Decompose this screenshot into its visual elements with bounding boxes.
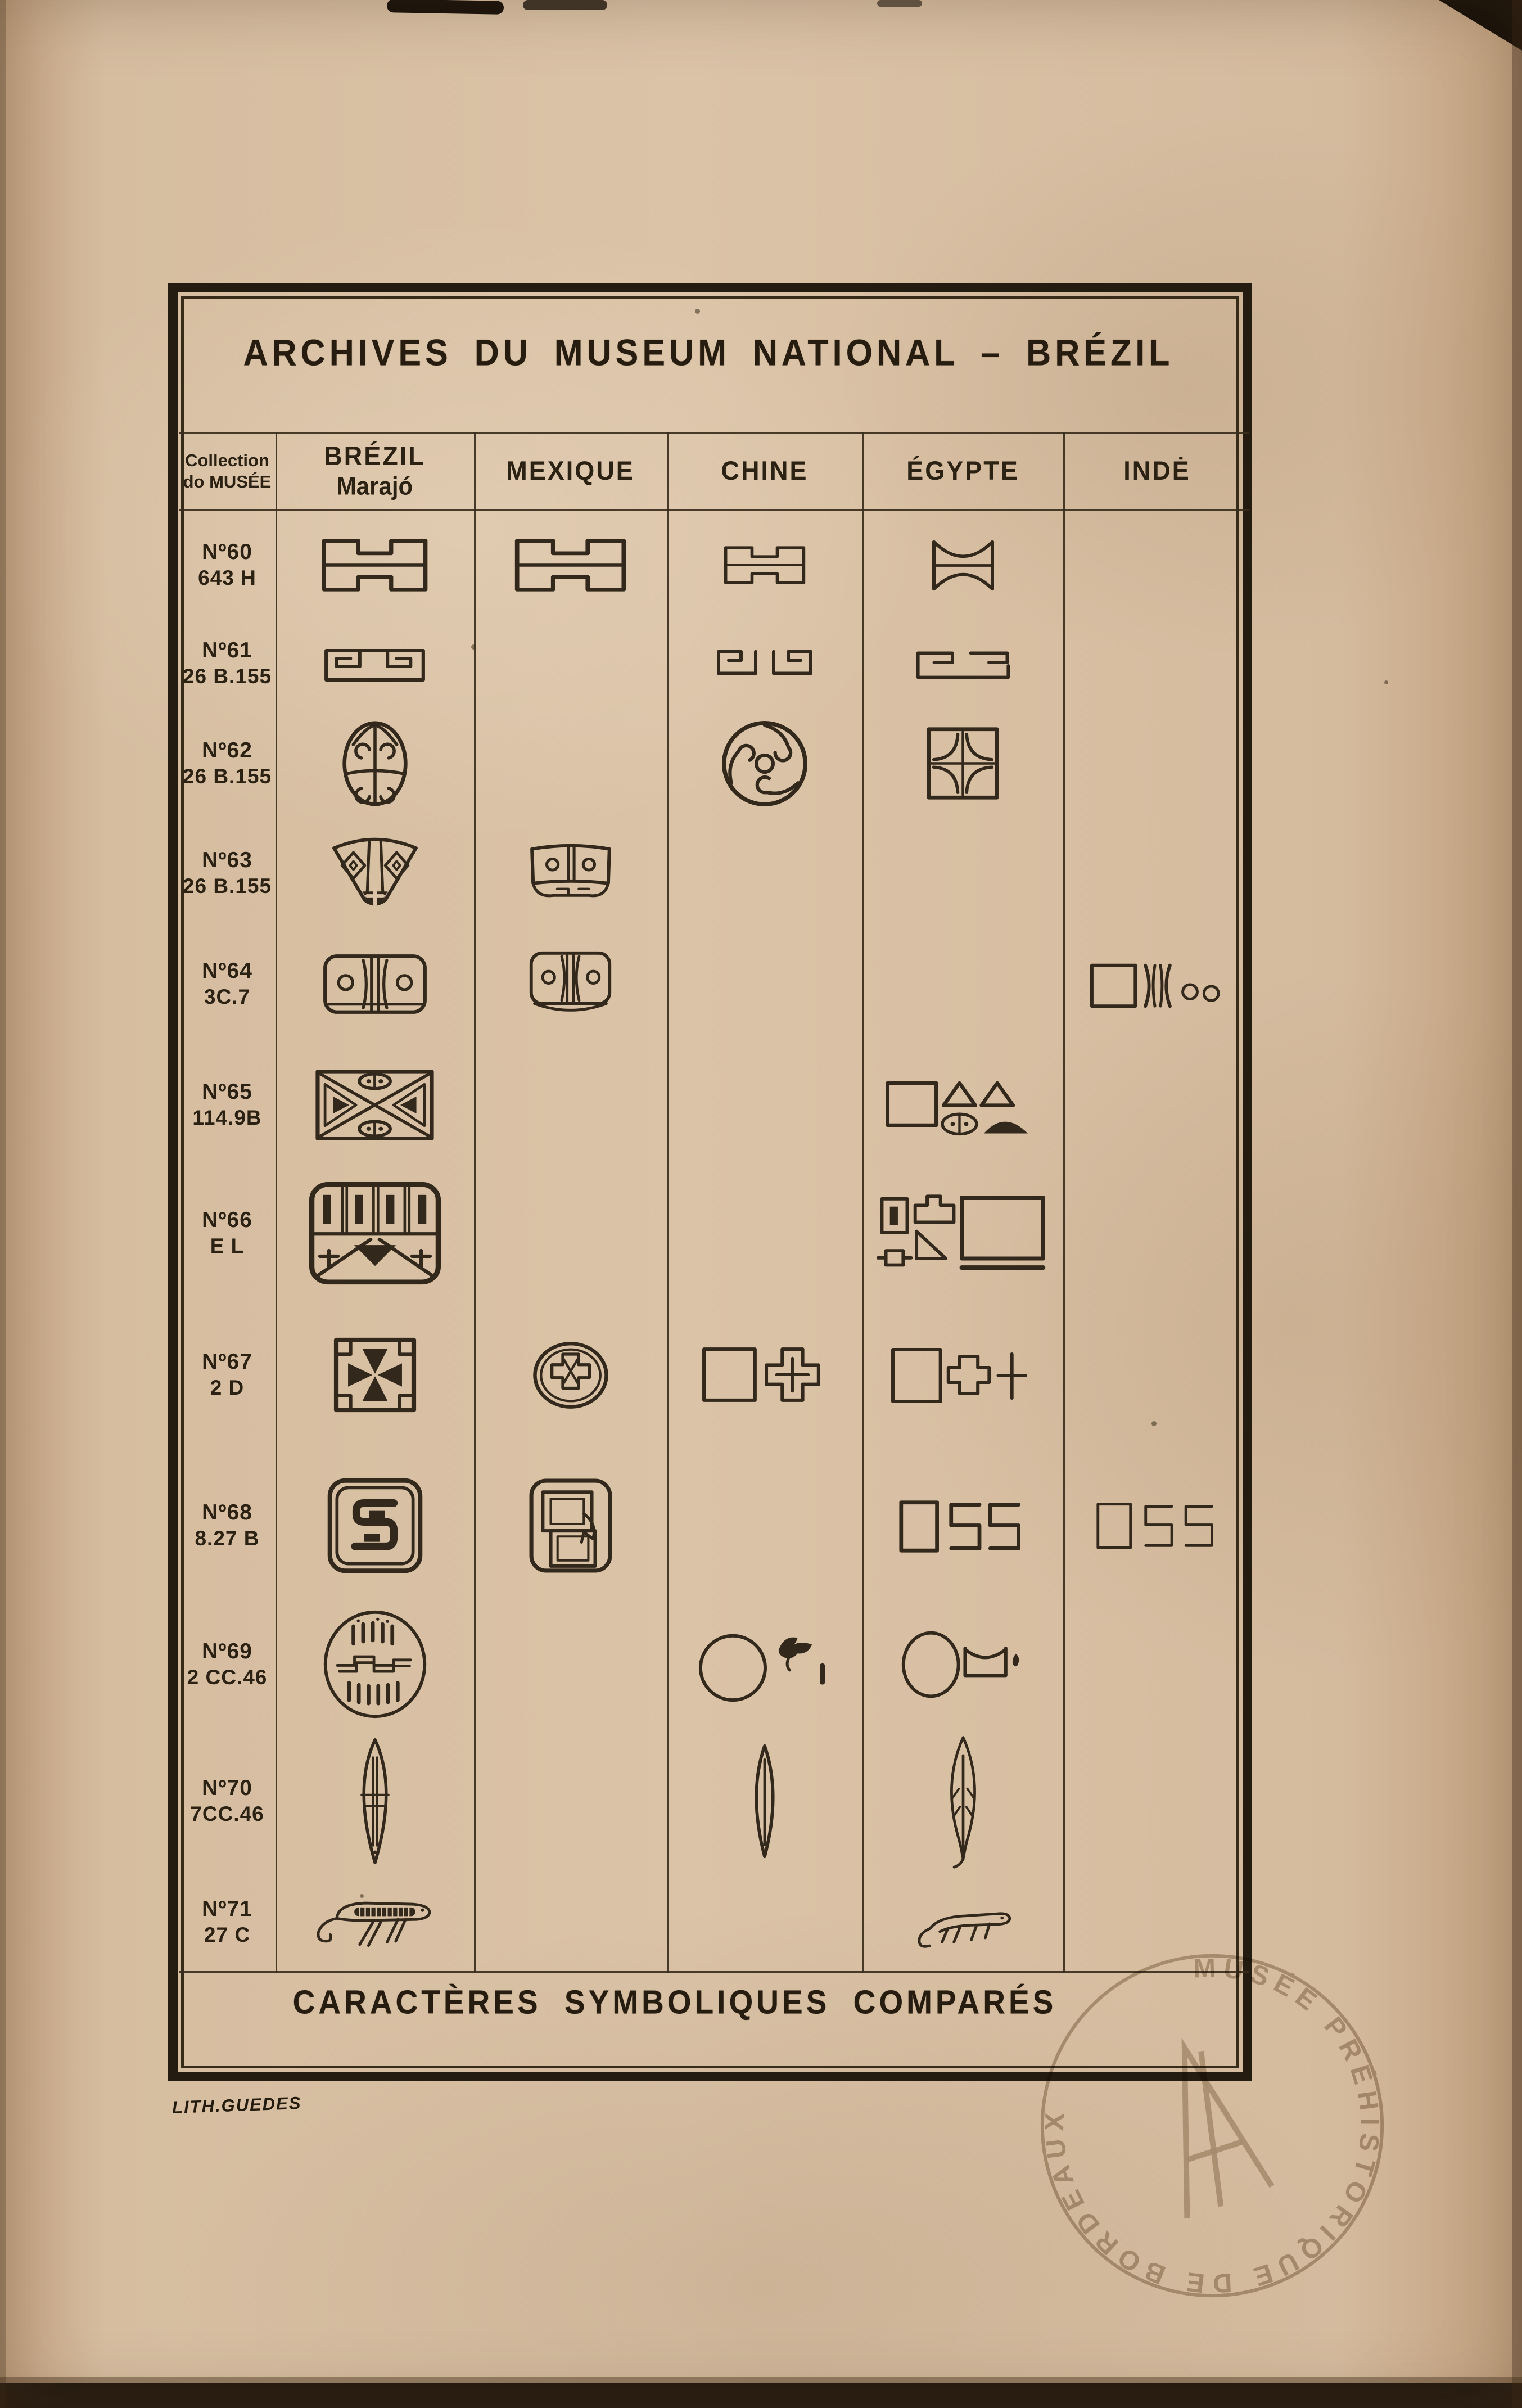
row-label (179, 821, 276, 925)
symbol-dashed-oval-icon (321, 1609, 429, 1720)
symbol-cell-brezil (276, 1451, 474, 1600)
scan-edge-shadow (0, 2377, 1522, 2383)
symbol-cell-brezil (276, 706, 474, 821)
symbol-lizard-hatched-icon (304, 1887, 446, 1958)
scan-edge-shadow (0, 2383, 1522, 2408)
symbol-cell-brezil (276, 1873, 474, 1971)
symbol-s-interlock-plaque-icon (528, 1477, 613, 1574)
row-reference: 7CC.46 (190, 1802, 264, 1825)
symbol-cell-egypte (862, 1873, 1063, 1971)
header-collection-line: do MUSÉE (183, 471, 272, 491)
row-label (179, 621, 276, 706)
symbol-cell-brezil (276, 821, 474, 925)
symbol-lizard-outline-icon (906, 1891, 1020, 1954)
symbol-rect-cross-plus-icon (889, 1343, 1037, 1408)
symbol-pill-two-circles-3d-icon (527, 950, 614, 1018)
header-label: Marajó (336, 472, 413, 500)
row-number: Nº63 (202, 847, 252, 872)
symbol-rect-double-s-small-icon (1095, 1500, 1220, 1552)
row-number: Nº70 (202, 1775, 252, 1800)
header-label: INDĖ (1123, 455, 1191, 485)
row-number: Nº61 (202, 638, 252, 663)
header-collection-line: Collection (185, 450, 269, 470)
header-inde (1063, 432, 1251, 509)
symbol-cell-brezil (276, 1729, 474, 1873)
scan-artifact (387, 0, 504, 15)
symbol-almond-cross-icon (349, 1737, 401, 1866)
row-label (179, 706, 276, 821)
symbol-pill-two-circles-icon (322, 953, 428, 1015)
row-number: Nº69 (202, 1639, 252, 1664)
row-label (179, 1451, 276, 1600)
symbol-oval-bowl-icon (897, 1626, 1029, 1703)
symbol-cell-egypte (862, 1299, 1063, 1451)
symbol-cell-egypte (862, 621, 1063, 706)
scan-artifact (877, 0, 922, 7)
row-label (179, 1167, 276, 1299)
header-label: BRÉZIL (324, 440, 426, 471)
symbol-rosette-oval-icon (341, 719, 409, 808)
symbol-circle-bird-icon (695, 1626, 834, 1703)
stamp-monogram (1137, 2035, 1273, 2218)
symbol-quad-square-icon (925, 725, 1001, 801)
row-reference: 26 B.155 (182, 665, 272, 688)
header-brezil (276, 432, 474, 509)
symbol-cell-mexique (474, 821, 667, 925)
symbol-cell-inde (1063, 925, 1251, 1043)
symbol-cell-brezil (276, 1600, 474, 1729)
header-label: ÉGYPTE (906, 455, 1019, 485)
symbol-meander-pair-icon (714, 647, 815, 680)
paper-speck (695, 309, 700, 314)
symbol-cell-mexique (474, 1299, 667, 1451)
plate-caption: CARACTÈRES SYMBOLIQUES COMPARÉS (292, 1983, 1057, 2021)
row-reference: 2 CC.46 (187, 1666, 268, 1689)
lithographer-signature: LITH.GUEDES (171, 2093, 302, 2118)
stamp-rim-text: MUSÉE PRÉHISTORIQUE DE BORDEAUX (1039, 1953, 1385, 2299)
row-number: Nº71 (202, 1896, 252, 1921)
symbol-medallion-cross-icon (531, 1340, 610, 1410)
paper-speck (1384, 680, 1388, 684)
row-reference: 114.9B (192, 1106, 262, 1130)
symbol-rect-double-s-icon (898, 1497, 1028, 1554)
paper-speck (1151, 1421, 1157, 1426)
symbol-cell-chine (667, 1299, 862, 1451)
header-label: CHINE (721, 455, 809, 485)
symbol-cell-mexique (474, 925, 667, 1043)
row-label (179, 1729, 276, 1873)
symbol-cell-inde (1063, 1451, 1251, 1600)
symbol-rects-wedge-group-icon (877, 1191, 1050, 1275)
symbol-square-and-cross-icon (699, 1342, 830, 1408)
row-number: Nº64 (202, 959, 252, 984)
header-chine (667, 432, 862, 509)
symbol-cell-brezil (276, 509, 474, 621)
symbol-cell-chine (667, 706, 862, 821)
plate-title: ARCHIVES DU MUSEUM NATIONAL – BRÉZIL (243, 332, 1174, 373)
table-rule-vertical (1063, 432, 1065, 1973)
symbol-cell-chine (667, 621, 862, 706)
row-reference: 26 B.155 (182, 874, 272, 898)
symbol-h-block-icon (722, 545, 807, 585)
symbol-x-box-eyes-icon (314, 1068, 435, 1142)
symbol-h-block-icon (513, 537, 628, 593)
paper-speck (471, 644, 476, 650)
row-number: Nº67 (202, 1350, 252, 1374)
scan-edge-shadow (0, 0, 6, 2408)
scan-edge-shadow (1512, 0, 1522, 2408)
symbol-cell-brezil (276, 925, 474, 1043)
header-collection (179, 432, 276, 509)
row-reference: E L (210, 1234, 245, 1257)
symbol-cell-egypte (862, 1451, 1063, 1600)
symbol-fan-diamonds-icon (329, 835, 421, 911)
row-number: Nº65 (202, 1080, 252, 1104)
row-reference: 3C.7 (204, 985, 251, 1009)
symbol-meander-open-icon (915, 647, 1011, 680)
row-label (179, 1043, 276, 1167)
symbol-cell-egypte (862, 509, 1063, 621)
row-label (179, 925, 276, 1043)
symbol-h-block-icon (320, 537, 430, 593)
symbol-cell-mexique (474, 509, 667, 621)
symbol-cell-brezil (276, 1299, 474, 1451)
row-number: Nº66 (202, 1207, 252, 1232)
symbol-notched-square-cross-icon (332, 1336, 418, 1414)
row-reference: 27 C (204, 1923, 251, 1946)
symbol-cell-chine (667, 1600, 862, 1729)
symbol-cell-brezil (276, 1167, 474, 1299)
symbol-barred-plaque-icon (308, 1181, 442, 1286)
symbol-cell-egypte (862, 1043, 1063, 1167)
symbol-cell-brezil (276, 1043, 474, 1167)
row-number: Nº68 (202, 1500, 252, 1525)
symbol-meander-closed-icon (323, 644, 427, 683)
row-number: Nº62 (202, 738, 252, 763)
symbol-h-concave-icon (929, 539, 997, 592)
header-mexique (474, 432, 667, 509)
symbol-square-triangles-dome-icon (884, 1070, 1042, 1140)
symbol-cell-mexique (474, 1451, 667, 1600)
paper-speck (360, 1894, 364, 1898)
symbol-cell-egypte (862, 1600, 1063, 1729)
row-label (179, 1299, 276, 1451)
symbol-cell-chine (667, 509, 862, 621)
symbol-cell-egypte (862, 706, 1063, 821)
symbol-cell-egypte (862, 1729, 1063, 1873)
symbol-square-brace-circles-icon (1087, 957, 1227, 1012)
row-reference: 2 D (210, 1376, 245, 1400)
row-reference: 8.27 B (195, 1526, 260, 1550)
row-label (179, 1600, 276, 1729)
symbol-rosette-circle-icon (719, 718, 810, 809)
row-reference: 26 B.155 (182, 764, 272, 788)
header-label: MEXIQUE (506, 455, 635, 485)
symbol-almond-line-icon (743, 1743, 786, 1860)
symbol-s-plaque-icon (327, 1477, 423, 1574)
scan-artifact (523, 0, 607, 10)
symbol-cell-egypte (862, 1167, 1063, 1299)
symbol-box-two-circles-icon (525, 840, 616, 907)
symbol-feather-icon (937, 1733, 990, 1869)
symbol-cell-chine (667, 1729, 862, 1873)
row-number: Nº60 (202, 540, 252, 565)
row-reference: 643 H (198, 566, 256, 590)
symbol-cell-brezil (276, 621, 474, 706)
row-label (179, 1873, 276, 1971)
table-rule-vertical (474, 432, 476, 1973)
header-egypte (862, 432, 1063, 509)
row-label (179, 509, 276, 621)
